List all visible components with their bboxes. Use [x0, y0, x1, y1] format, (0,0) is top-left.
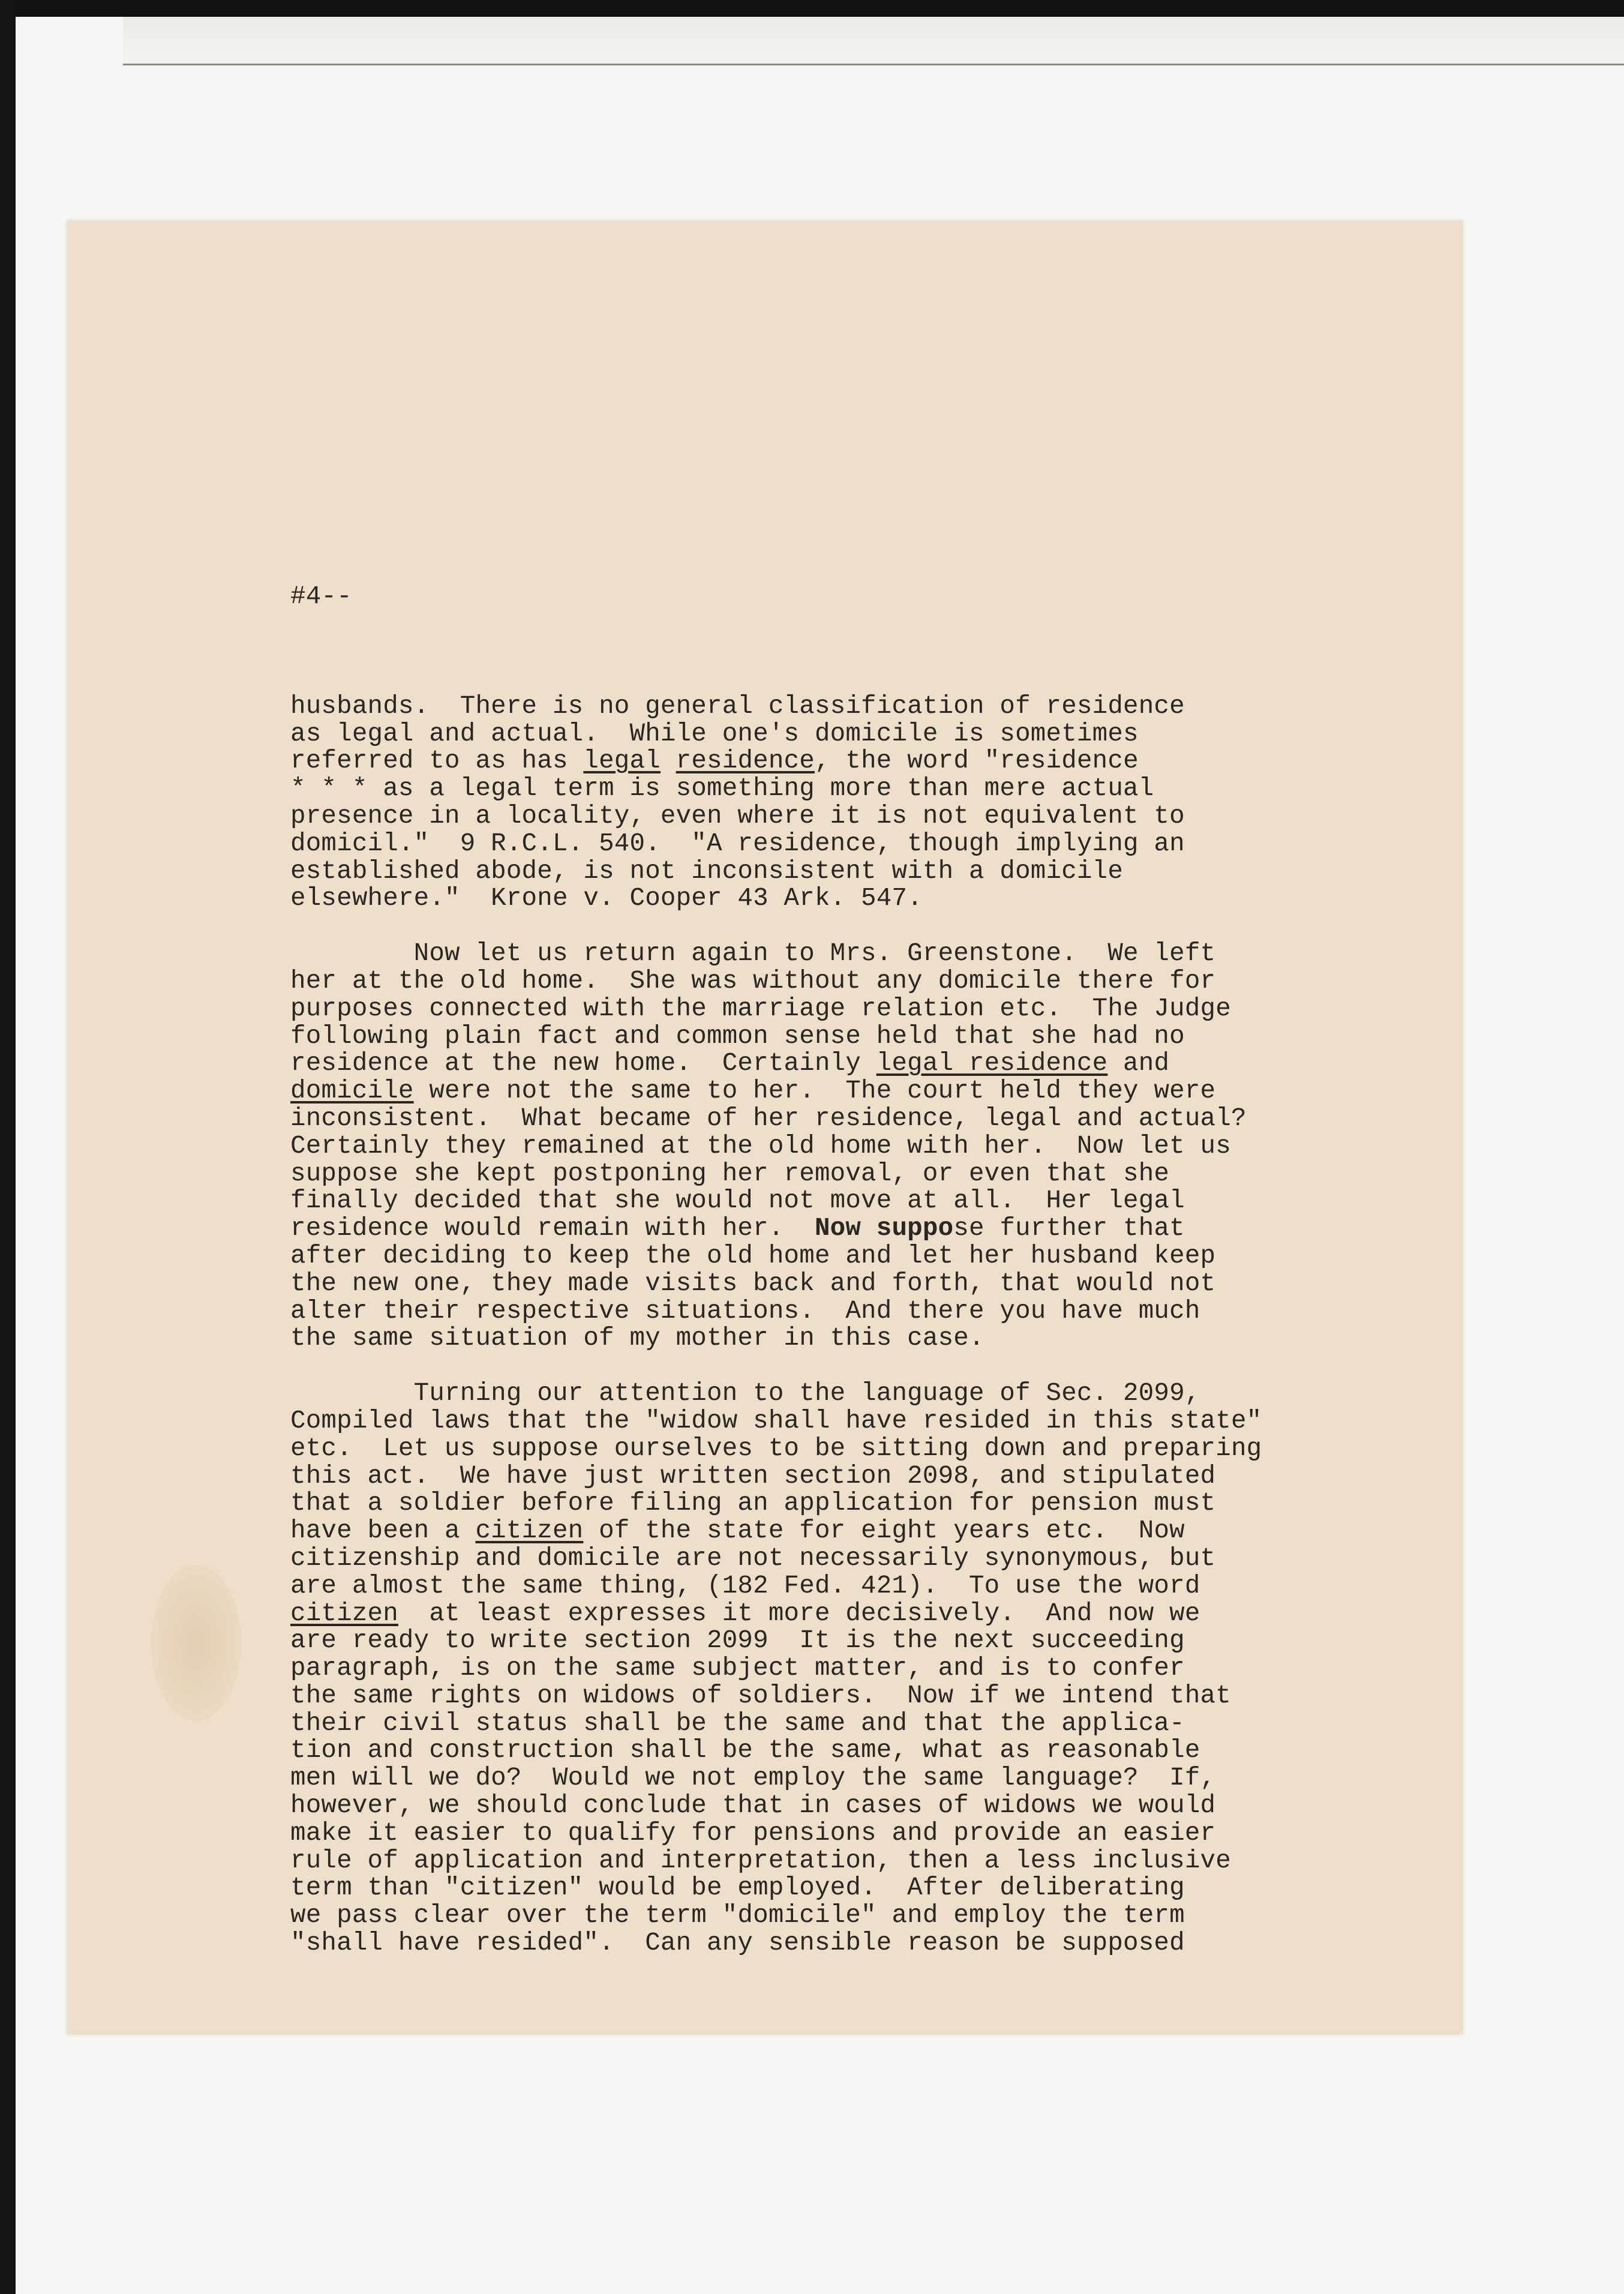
text-segment: citizenship and domicile are not necessarily synonymous, but: [290, 1543, 1216, 1573]
text-line: [290, 858, 1382, 886]
text-line: [290, 1435, 1382, 1463]
document-body: [290, 583, 1382, 1957]
text-segment: elsewhere." Krone v. Cooper 43 Ark. 547.: [290, 884, 923, 913]
text-segment: Now let us return again to Mrs. Greenstone. We left: [290, 939, 1216, 968]
text-line: [290, 1737, 1382, 1765]
paragraph-container: [290, 693, 1382, 1957]
paragraph: [290, 940, 1382, 1353]
text-segment: paragraph, is on the same subject matter, and is to confer: [290, 1654, 1185, 1683]
text-line: [290, 1325, 1382, 1353]
text-segment: and: [1107, 1049, 1170, 1078]
text-segment: rule of application and interpretation, then a less inclusive: [290, 1846, 1231, 1875]
text-segment: the same rights on widows of soldiers. Now if we intend that: [290, 1681, 1231, 1710]
text-segment: husbands. There is no general classification of residence: [290, 691, 1185, 721]
text-line: [290, 1545, 1382, 1573]
text-line: [290, 1490, 1382, 1518]
scan-top-edge: [0, 0, 1624, 17]
text-line: [290, 940, 1382, 968]
text-line: [290, 1463, 1382, 1491]
page-number: #4--: [290, 582, 352, 611]
text-segment: as legal and actual. While one's domicile is sometimes: [290, 719, 1139, 748]
paragraph: [290, 1380, 1382, 1957]
underlined-text: legal residence: [876, 1049, 1108, 1078]
text-segment: their civil status shall be the same and that the applica-: [290, 1708, 1185, 1738]
text-line: [290, 1133, 1382, 1161]
text-line: [290, 1820, 1382, 1848]
text-line: [290, 1848, 1382, 1875]
text-segment: se further that: [953, 1214, 1185, 1243]
paragraph-gap: [290, 913, 1382, 940]
underlined-text: residence: [676, 746, 815, 776]
underlined-text: domicile: [290, 1076, 414, 1106]
text-line: [290, 1518, 1382, 1545]
text-segment: inconsistent. What became of her residence, legal and actual?: [290, 1103, 1247, 1133]
text-line: [290, 1078, 1382, 1105]
text-line: [290, 1573, 1382, 1600]
text-line: [290, 1188, 1382, 1215]
text-segment: suppose she kept postponing her removal, or even that she: [290, 1159, 1170, 1188]
text-segment: * * * as a legal term is something more than mere actual: [290, 774, 1154, 803]
paragraph: [290, 693, 1382, 913]
text-segment: , the word "residence: [814, 746, 1139, 776]
text-segment: we pass clear over the term "domicile" and employ the term: [290, 1901, 1185, 1930]
text-segment: have been a: [290, 1516, 476, 1546]
text-line: [290, 995, 1382, 1023]
text-line: [290, 1105, 1382, 1133]
text-segment: at least expresses it more decisively. And now we: [398, 1599, 1200, 1628]
text-segment: men will we do? Would we not employ the same language? If,: [290, 1764, 1216, 1793]
text-line: [290, 1930, 1382, 1957]
text-segment: domicil." 9 R.C.L. 540. "A residence, though implying an: [290, 829, 1185, 858]
text-line: [290, 1215, 1382, 1243]
text-line: [290, 1270, 1382, 1298]
text-line: [290, 885, 1382, 913]
text-line: [290, 1627, 1382, 1655]
text-line: [290, 1408, 1382, 1435]
text-line: [290, 1023, 1382, 1051]
text-line: [290, 1902, 1382, 1930]
text-line: [290, 1875, 1382, 1902]
text-segment: established abode, is not inconsistent with a domicile: [290, 856, 1124, 886]
underlined-text: citizen: [475, 1516, 584, 1546]
text-segment: referred to as has: [290, 746, 584, 776]
text-line: [290, 1655, 1382, 1683]
text-line: [290, 775, 1382, 803]
text-segment: alter their respective situations. And there you have much: [290, 1296, 1200, 1326]
text-segment: [661, 746, 676, 775]
text-segment: finally decided that she would not move at all. Her legal: [290, 1186, 1185, 1216]
text-segment: residence at the new home. Certainly: [290, 1049, 876, 1078]
text-line: [290, 803, 1382, 830]
text-segment: "shall have resided". Can any sensible reason be supposed: [290, 1929, 1185, 1958]
text-segment: purposes connected with the marriage relation etc. The Judge: [290, 994, 1231, 1023]
text-line: [290, 1161, 1382, 1188]
bold-text: Now suppo: [814, 1214, 954, 1243]
text-segment: the new one, they made visits back and forth, that would not: [290, 1269, 1216, 1298]
spacer: [290, 611, 1382, 693]
text-line: [290, 748, 1382, 775]
text-line: [290, 721, 1382, 748]
text-line: [290, 1792, 1382, 1820]
text-line: [290, 968, 1382, 995]
text-segment: her at the old home. She was without any domicile there for: [290, 966, 1216, 995]
text-line: [290, 1380, 1382, 1408]
text-segment: tion and construction shall be the same, what as reasonable: [290, 1736, 1200, 1765]
text-line: [290, 1050, 1382, 1078]
text-segment: etc. Let us suppose ourselves to be sitting down and preparing: [290, 1434, 1262, 1463]
text-line: [290, 1243, 1382, 1270]
text-segment: are ready to write section 2099 It is the next succeeding: [290, 1626, 1185, 1656]
text-line: [290, 1298, 1382, 1326]
text-line: [290, 830, 1382, 858]
text-segment: of the state for eight years etc. Now: [583, 1516, 1185, 1546]
text-line: [290, 1600, 1382, 1628]
text-segment: after deciding to keep the old home and let her husband keep: [290, 1241, 1216, 1270]
text-segment: presence in a locality, even where it is not equivalent to: [290, 801, 1185, 830]
text-line: [290, 693, 1382, 721]
text-segment: that a soldier before filing an application for pension must: [290, 1489, 1216, 1518]
text-line: [290, 1710, 1382, 1738]
text-segment: make it easier to qualify for pensions and provide an easier: [290, 1818, 1216, 1848]
text-segment: the same situation of my mother in this case.: [290, 1324, 984, 1353]
scan-left-edge: [0, 0, 16, 2294]
text-segment: this act. We have just written section 2098, and stipulated: [290, 1461, 1216, 1491]
previous-page-strip: [123, 17, 1624, 65]
text-segment: following plain fact and common sense held that she had no: [290, 1021, 1185, 1051]
text-segment: are almost the same thing, (182 Fed. 421). To use the word: [290, 1571, 1200, 1600]
paper-stain: [151, 1565, 241, 1721]
text-segment: Turning our attention to the language of Sec. 2099,: [290, 1379, 1200, 1408]
text-segment: Compiled laws that the "widow shall have resided in this state": [290, 1406, 1262, 1435]
text-line: [290, 1765, 1382, 1792]
underlined-text: legal: [583, 746, 661, 776]
text-segment: Certainly they remained at the old home with her. Now let us: [290, 1131, 1231, 1161]
text-segment: residence would remain with her.: [290, 1214, 815, 1243]
text-segment: however, we should conclude that in cases of widows we would: [290, 1791, 1216, 1821]
paragraph-gap: [290, 1353, 1382, 1380]
text-line: [290, 1683, 1382, 1710]
text-segment: were not the same to her. The court held they were: [413, 1076, 1216, 1106]
text-segment: term than "citizen" would be employed. After deliberating: [290, 1873, 1185, 1903]
underlined-text: citizen: [290, 1599, 398, 1628]
